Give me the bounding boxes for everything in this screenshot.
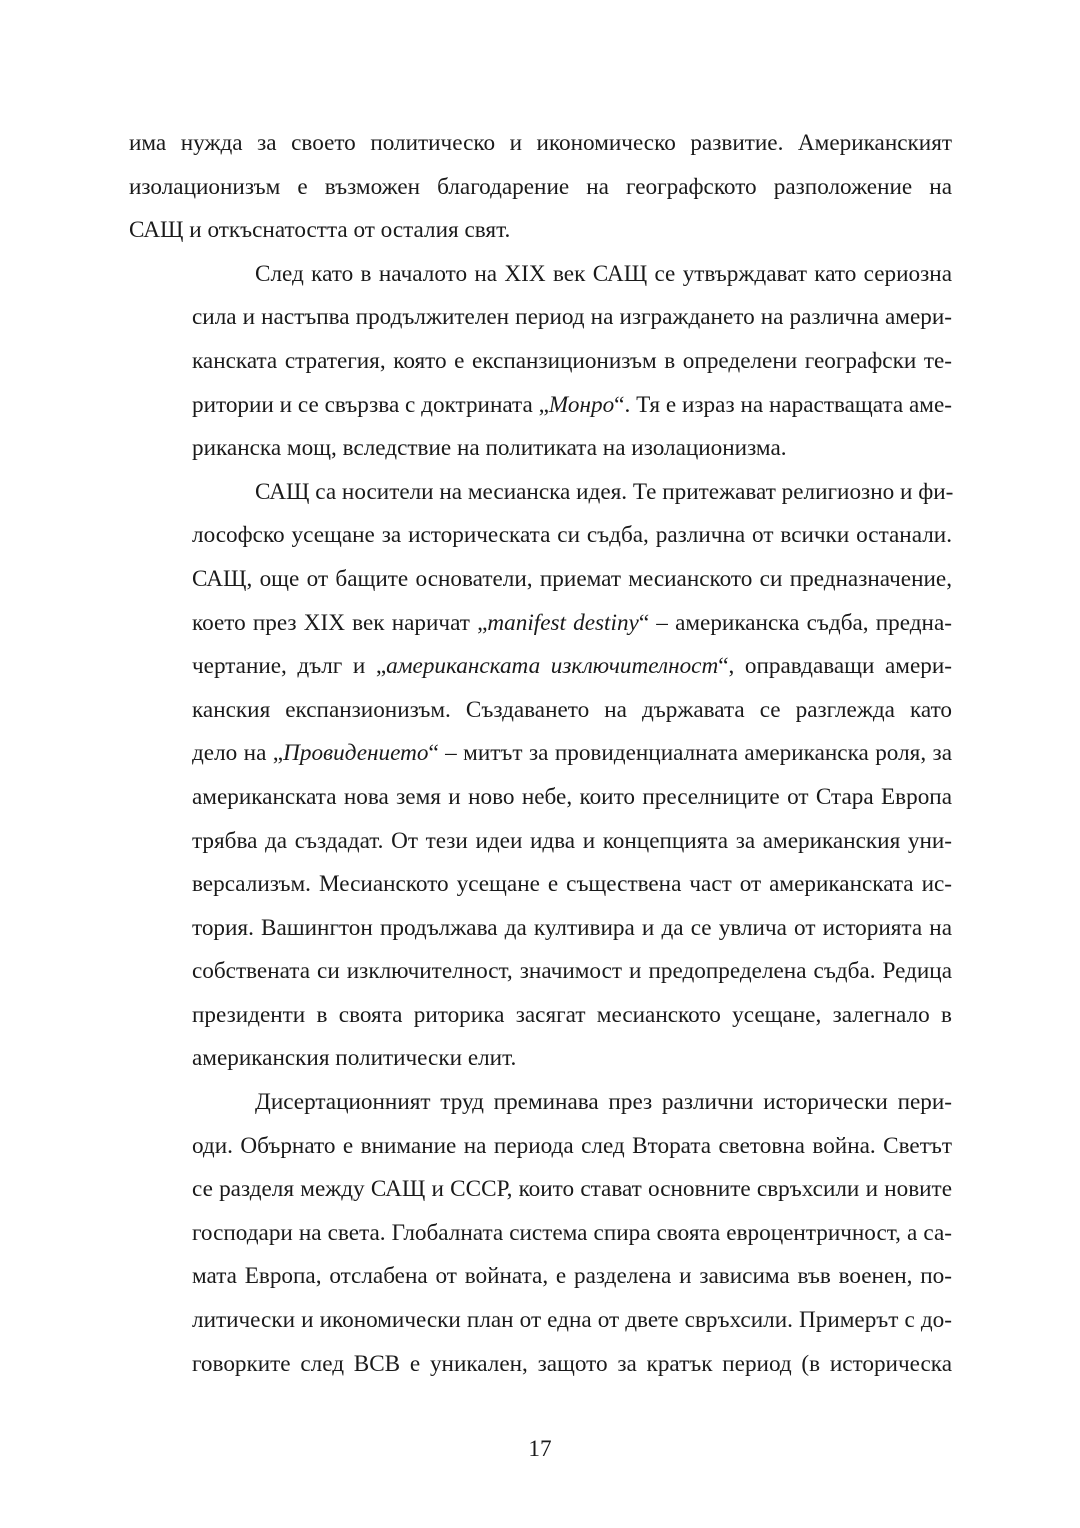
text-line — [129, 558, 952, 602]
text-run: което през XIX век наричат „ — [192, 609, 488, 636]
text-run: Дисертационният труд преминава през различни исторически пери- — [255, 1089, 952, 1116]
text-run: “, оправдаващи амери- — [718, 653, 952, 680]
text-line — [129, 994, 952, 1038]
text-run: изолационизъм е възможен благодарение на географското разположение на — [129, 173, 952, 200]
text-line — [129, 471, 952, 515]
paragraph — [129, 1081, 952, 1386]
text-run: версализъм. Месианското усещане е съществена част от американската ис- — [192, 871, 952, 898]
text-run: американската нова земя и ново небе, които преселниците от Стара Европа — [192, 783, 952, 810]
text-line — [129, 1255, 952, 1299]
text-line — [129, 1125, 952, 1169]
paragraph — [129, 471, 952, 1081]
page-number: 17 — [528, 1436, 552, 1462]
text-line — [129, 1212, 952, 1256]
text-line — [129, 166, 952, 210]
text-run: трябва да създадат. От тези идеи идва и концепцията за американския уни- — [192, 827, 952, 854]
italic-term: Провидението — [283, 740, 429, 767]
text-run: След като в началото на XIX век САЩ се утвърждават като сериозна — [255, 260, 952, 287]
text-run: лософско усещане за историческата си съдба, различна от всички останали. — [192, 522, 952, 549]
text-run: САЩ са носители на месианска идея. Те притежават религиозно и фи- — [255, 478, 954, 505]
text-run: литически и икономически план от една от двете свръхсили. Примерът с до- — [192, 1307, 952, 1334]
text-run: президенти в своята риторика засягат месианското усещане, залегнало в — [192, 1001, 952, 1028]
text-line — [129, 427, 952, 471]
text-run: САЩ и откъснатостта от осталия свят. — [129, 217, 511, 244]
italic-term: американската изключителност — [386, 653, 719, 680]
text-run: собствената си изключителност, значимост и предопределена съдба. Редица — [192, 958, 952, 985]
text-line — [129, 689, 952, 733]
text-run: чертание, дълг и „ — [192, 653, 387, 680]
text-run: “ – митът за провиденциалната американска роля, за — [428, 740, 952, 767]
text-line — [129, 384, 952, 428]
text-line — [129, 514, 952, 558]
text-line — [129, 863, 952, 907]
text-line — [129, 253, 952, 297]
text-run: се разделя между САЩ и СССР, които стават основните свръхсили и новите — [192, 1176, 952, 1203]
text-run: риканска мощ, вследствие на политиката на изолационизма. — [192, 435, 787, 462]
text-line — [129, 645, 952, 689]
italic-term: Монро — [548, 391, 615, 418]
text-run: тория. Вашингтон продължава да култивира и да се увлича от историята на — [192, 914, 952, 941]
text-line — [129, 296, 952, 340]
text-line — [129, 776, 952, 820]
text-line — [129, 340, 952, 384]
text-line — [129, 820, 952, 864]
text-run: говорките след ВСВ е уникален, защото за кратък период (в историческа — [192, 1350, 952, 1377]
italic-term: manifest destiny — [487, 609, 639, 636]
text-run: канската стратегия, която е експанзиционизъм в определени географски те- — [192, 347, 952, 374]
text-run: мата Европа, отслабена от войната, е разделена и зависима във военен, по- — [192, 1263, 952, 1290]
text-line — [129, 732, 952, 776]
text-run: САЩ, още от бащите основатели, приемат месианското си предназначение, — [192, 565, 952, 592]
text-run: ритории и се свързва с доктрината „ — [192, 391, 549, 418]
text-line — [129, 907, 952, 951]
text-line — [129, 602, 952, 646]
text-line — [129, 122, 952, 166]
text-line — [129, 1299, 952, 1343]
text-run: господари на света. Глобалната система спира своята евроцентричност, а са- — [192, 1219, 952, 1246]
text-line — [129, 1343, 952, 1387]
body-text — [129, 122, 952, 1386]
paragraph — [129, 253, 952, 471]
text-line — [129, 950, 952, 994]
text-run: има нужда за своето политическо и икономическо развитие. Американският — [129, 130, 952, 156]
text-run: “. Тя е израз на нарастващата аме- — [614, 391, 952, 418]
text-run: оди. Обърнато е внимание на периода след Втората световна война. Светът — [192, 1132, 952, 1159]
text-run: канския експанзионизъм. Създаването на държавата се разглежда като — [192, 696, 952, 723]
text-run: дело на „ — [192, 740, 284, 767]
text-line — [129, 1168, 952, 1212]
text-run: “ – американска съдба, предна- — [638, 609, 952, 636]
text-run: сила и настъпва продължителен период на изграждането на различна амери- — [192, 304, 952, 331]
text-line — [129, 1081, 952, 1125]
paragraph — [129, 122, 952, 253]
text-run: американския политически елит. — [192, 1045, 517, 1072]
text-line — [129, 1037, 952, 1081]
text-line — [129, 209, 952, 253]
